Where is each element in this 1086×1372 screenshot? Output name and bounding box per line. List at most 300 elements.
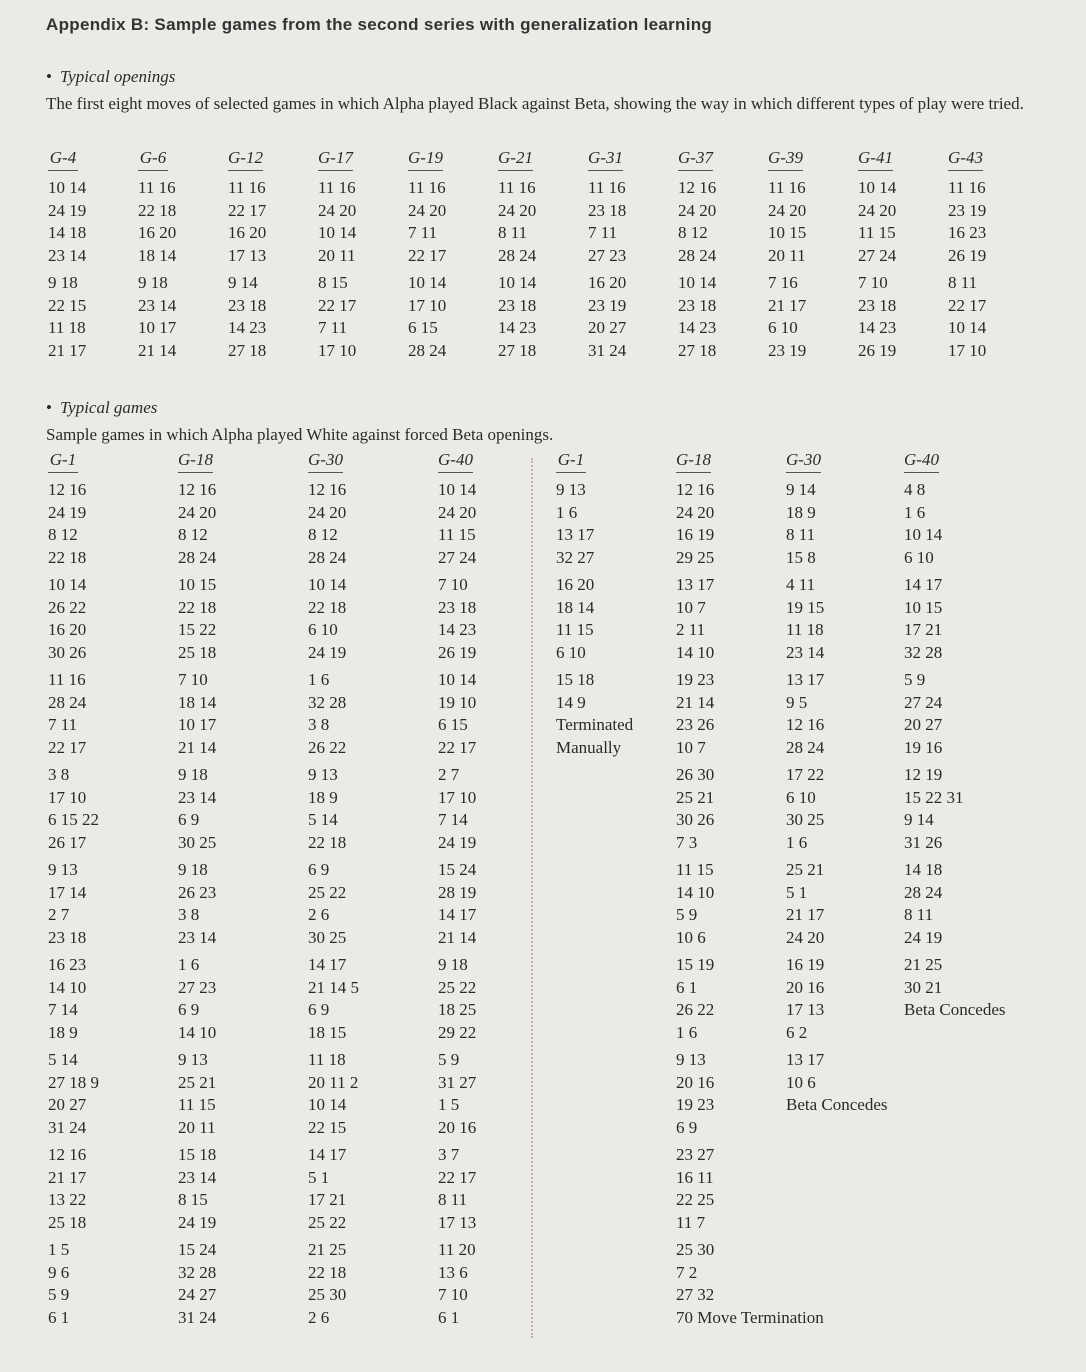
move: 7 11 [588,223,618,242]
game-header: G-40 [438,450,473,473]
game-column [138,148,176,367]
move: 23 14 [786,642,825,662]
move: 1 5 [48,1240,70,1259]
move: 6 10 [556,642,586,662]
move: 14 18 [904,860,943,879]
move-group [178,1239,216,1329]
move: 30 26 [48,642,87,662]
move: 31 24 [48,1117,87,1137]
move: 12 16 [178,480,217,499]
move: 25 30 [308,1285,347,1304]
move-group [308,1239,359,1329]
move-group [786,479,888,569]
move: 12 16 [48,480,87,499]
move: 16 23 [948,223,987,242]
move: 16 20 [588,273,627,292]
move: 24 20 [408,200,447,220]
move: 10 17 [138,318,177,337]
move-group [228,177,266,267]
move: 22 17 [48,737,87,757]
move: 17 10 [408,295,447,315]
game-header: G-1 [48,450,78,473]
game-column [768,148,806,367]
game-header: G-30 [786,450,821,473]
move-group [786,764,888,854]
move: 14 23 [498,318,537,337]
move: Beta Concedes [904,1000,1006,1019]
move: 26 19 [438,642,477,662]
move: 26 17 [48,832,87,852]
move-group [768,177,806,267]
move: 24 20 [786,927,825,947]
move: 12 19 [904,765,943,784]
move: 21 25 [904,955,943,974]
move: 10 14 [904,525,943,544]
move: 1 5 [438,1095,460,1114]
move: 28 24 [678,245,717,265]
move: 26 19 [858,340,897,360]
move: 15 22 31 [904,787,964,807]
move: 22 15 [48,295,87,315]
move: 6 1 [676,977,698,997]
move: 1 6 [904,502,926,522]
move-group [904,574,1006,664]
move: 20 11 [178,1117,216,1137]
move: 6 2 [786,1022,808,1042]
move: 21 17 [786,905,825,924]
move: 16 20 [228,223,267,242]
move: 6 15 [408,318,438,337]
move: 14 17 [438,905,477,924]
move-group [308,764,359,854]
move-group [786,954,888,1044]
move: 14 23 [678,318,717,337]
move: 17 21 [904,620,943,639]
move: 11 16 [768,178,806,197]
move: 23 18 [498,295,537,315]
move-group [178,954,216,1044]
move: 28 24 [178,547,217,567]
move-group [498,272,536,362]
move: 22 18 [138,200,177,220]
move-group [676,1239,824,1329]
move: 28 24 [48,692,87,712]
move: 22 17 [438,1167,477,1187]
move: 12 16 [676,480,715,499]
move: 18 9 [308,787,338,807]
move: 20 27 [904,715,943,734]
game-header: G-17 [318,148,353,171]
move-group [48,1239,99,1329]
move-group [48,1144,99,1234]
move: 8 15 [318,273,348,292]
move: 6 10 [786,787,816,807]
move: 23 14 [178,1167,217,1187]
move: 21 14 [676,692,715,712]
move: 24 19 [48,502,87,522]
move-group [498,177,536,267]
move-group [438,1144,476,1234]
move: 24 20 [438,502,477,522]
move: 17 21 [308,1190,347,1209]
move-group [786,669,888,759]
move: 2 11 [676,620,706,639]
move: 16 19 [786,955,825,974]
move: 8 11 [904,905,934,924]
move: 23 18 [48,927,87,947]
game-column [48,148,86,367]
move: 11 16 [408,178,446,197]
move: 10 7 [676,737,706,757]
move: 9 14 [904,810,934,829]
move: 20 27 [48,1095,87,1114]
move: 14 17 [904,575,943,594]
move: 27 18 9 [48,1072,99,1092]
move: 19 23 [676,670,715,689]
move: 11 18 [308,1050,346,1069]
move-group [308,1144,359,1234]
move-group [48,177,86,267]
move-group [438,859,476,949]
move: 23 14 [178,787,217,807]
move: 18 25 [438,1000,477,1019]
move: 28 24 [408,340,447,360]
move: 14 23 [858,318,897,337]
move: 25 22 [438,977,477,997]
move-group [178,669,216,759]
move: 10 14 [438,480,477,499]
move-group [904,764,1006,854]
move: 23 14 [178,927,217,947]
move: 11 16 [588,178,626,197]
move: 21 14 [438,927,477,947]
move-group [948,177,986,267]
move: 17 22 [786,765,825,784]
move: 5 9 [438,1050,460,1069]
move: 8 11 [498,223,528,242]
move: 10 14 [308,575,347,594]
game-header: G-31 [588,148,623,171]
move: 23 18 [228,295,267,315]
game-column [948,148,986,367]
move: 25 21 [786,860,825,879]
move-group [948,272,986,362]
move-group [786,859,888,949]
move-group [48,669,99,759]
move: 24 20 [498,200,537,220]
move: 14 10 [178,1022,217,1042]
move: 15 8 [786,547,816,567]
move: 1 6 [786,832,808,852]
games-section-label: • Typical games [46,398,158,417]
move: 9 13 [556,480,586,499]
move-group [438,764,476,854]
move: 7 14 [48,1000,78,1019]
move: 21 14 5 [308,977,359,997]
move-group [48,574,99,664]
move: 11 15 [438,525,476,544]
move: 6 10 [904,547,934,567]
move: 10 14 [948,318,987,337]
game-column [786,450,888,1122]
game-column [408,148,446,367]
move: 24 19 [48,200,87,220]
move: 13 17 [786,670,825,689]
move: Beta Concedes [786,1095,888,1114]
game-column [498,148,536,367]
game-header: G-43 [948,148,983,171]
move-group [858,177,896,267]
move: 2 7 [438,765,460,784]
move: 31 26 [904,832,943,852]
move: 11 15 [556,620,594,639]
move: 25 18 [178,642,217,662]
move: 16 23 [48,955,87,974]
move-group [308,479,359,569]
move: 27 23 [178,977,217,997]
move: 32 28 [904,642,943,662]
move: 23 14 [138,295,177,315]
move: 15 18 [178,1145,217,1164]
move: 16 20 [138,223,177,242]
move: 9 13 [676,1050,706,1069]
move: 14 10 [676,882,715,902]
move: 15 22 [178,620,217,639]
move-group [588,177,626,267]
move: 18 14 [178,692,217,712]
move: 24 27 [178,1285,217,1304]
move: 24 19 [308,642,347,662]
game-column [318,148,356,367]
move-group [138,272,176,362]
move: 30 25 [178,832,217,852]
move: 11 18 [48,318,86,337]
move: 16 19 [676,525,715,544]
move-group [904,479,1006,569]
game-column [308,450,359,1334]
appendix-title: Appendix B: Sample games from the second series with generalization learning [46,15,713,34]
move-group [178,574,216,664]
move: 24 20 [308,502,347,522]
move: 26 30 [676,765,715,784]
game-column [228,148,266,367]
move: 22 18 [178,597,217,617]
move-group [178,859,216,949]
move-group [308,669,359,759]
move: 22 17 [318,295,357,315]
move: 7 3 [676,832,698,852]
move: 27 18 [678,340,717,360]
move: 22 17 [228,200,267,220]
move-group [308,954,359,1044]
move-group [48,479,99,569]
move: 12 16 [786,715,825,734]
move: 10 14 [498,273,537,292]
move: 24 19 [438,832,477,852]
move: 7 10 [858,273,888,292]
move: 25 22 [308,882,347,902]
move: 6 15 22 [48,810,99,829]
move: 17 10 [48,787,87,807]
move: 6 9 [676,1117,698,1137]
move: 19 23 [676,1095,715,1114]
move: 23 18 [858,295,897,315]
move: 14 17 [308,955,347,974]
move-group [438,574,476,664]
game-column [178,450,216,1334]
games-description: Sample games in which Alpha played White against forced Beta openings. [46,425,554,444]
move: 24 20 [858,200,897,220]
move: 19 16 [904,737,943,757]
move: 20 11 [318,245,356,265]
move: 22 17 [408,245,447,265]
column-divider [531,458,533,1338]
move-group [48,272,86,362]
move: 11 7 [676,1212,706,1232]
move: 14 17 [308,1145,347,1164]
game-header: G-37 [678,148,713,171]
move: 13 17 [786,1050,825,1069]
move: 7 10 [178,670,208,689]
move-group [556,479,633,569]
move: 24 20 [318,200,357,220]
move: 8 12 [678,223,708,242]
move: 23 18 [438,597,477,617]
move-group [228,272,266,362]
move: 6 9 [178,810,200,829]
move: 10 14 [48,575,87,594]
move: 21 17 [768,295,807,315]
move: 11 16 [498,178,536,197]
move-group [556,574,633,664]
move: 6 9 [308,1000,330,1019]
move: 14 23 [438,620,477,639]
move: 13 6 [438,1262,468,1282]
move-group [786,574,888,664]
move-group [318,272,356,362]
move: 17 14 [48,882,87,902]
game-column [438,450,476,1334]
move: 24 20 [768,200,807,220]
move: 19 15 [786,597,825,617]
move-group [178,1144,216,1234]
move: 1 6 [556,502,578,522]
move: 27 32 [676,1285,715,1304]
move: 27 24 [904,692,943,712]
game-header: G-30 [308,450,343,473]
move: 8 15 [178,1190,208,1209]
move-group [308,1049,359,1139]
move: 27 18 [228,340,267,360]
move: 6 1 [438,1307,460,1327]
game-header: G-40 [904,450,939,473]
game-column [556,450,633,764]
move: 10 7 [676,597,706,617]
move: 25 21 [178,1072,217,1092]
move: 10 14 [408,273,447,292]
move: 9 13 [48,860,78,879]
move: 30 21 [904,977,943,997]
game-header: G-12 [228,148,263,171]
move: 8 12 [178,525,208,544]
game-column [858,148,896,367]
move: 10 14 [678,273,717,292]
move: 27 24 [438,547,477,567]
move-group [556,669,633,759]
move-group [858,272,896,362]
game-column [678,148,716,367]
game-header: G-19 [408,148,443,171]
move: 14 9 [556,692,586,712]
move: 28 24 [498,245,537,265]
move: 11 16 [948,178,986,197]
move: 22 18 [48,547,87,567]
move-group [768,272,806,362]
move: 17 10 [438,787,477,807]
move: 10 6 [676,927,706,947]
move: 12 16 [678,178,717,197]
move: 5 14 [308,810,338,829]
move-group [904,954,1006,1022]
move: 22 25 [676,1190,715,1209]
game-header: G-21 [498,148,533,171]
move: 29 25 [676,547,715,567]
move: 8 12 [308,525,338,544]
move: 28 24 [904,882,943,902]
openings-description: The first eight moves of selected games in which Alpha played Black against Beta, showing the way in which different types of play were tried. [46,94,1024,113]
move: 10 14 [48,178,87,197]
move: 7 11 [408,223,438,242]
move: 30 25 [786,810,825,829]
move: 5 1 [786,882,808,902]
move: 21 17 [48,340,87,360]
move: 13 17 [676,575,715,594]
move: 24 20 [178,502,217,522]
move: 2 7 [48,905,70,924]
move: 6 9 [308,860,330,879]
move: 18 14 [138,245,177,265]
move: 9 13 [178,1050,208,1069]
move: 27 23 [588,245,627,265]
move: 9 18 [48,273,78,292]
move: 10 14 [318,223,357,242]
move-group [318,177,356,267]
move-group [438,669,476,759]
move: 23 18 [588,200,627,220]
move-group [786,1049,888,1117]
move-group [408,272,446,362]
move: 31 24 [178,1307,217,1327]
move: 32 28 [308,692,347,712]
move: 8 11 [438,1190,468,1209]
game-column [588,148,626,367]
move: 32 28 [178,1262,217,1282]
move: 9 18 [138,273,168,292]
move: 8 11 [948,273,978,292]
move-group [308,859,359,949]
move: 11 16 [228,178,266,197]
move: 25 22 [308,1212,347,1232]
move-group [588,272,626,362]
move: 16 11 [676,1167,714,1187]
move-group [438,1239,476,1329]
move: 7 10 [438,1285,468,1304]
move: 9 18 [438,955,468,974]
move: 32 27 [556,547,595,567]
move: Terminated [556,715,634,734]
move: 19 10 [438,692,477,712]
game-header: G-39 [768,148,803,171]
